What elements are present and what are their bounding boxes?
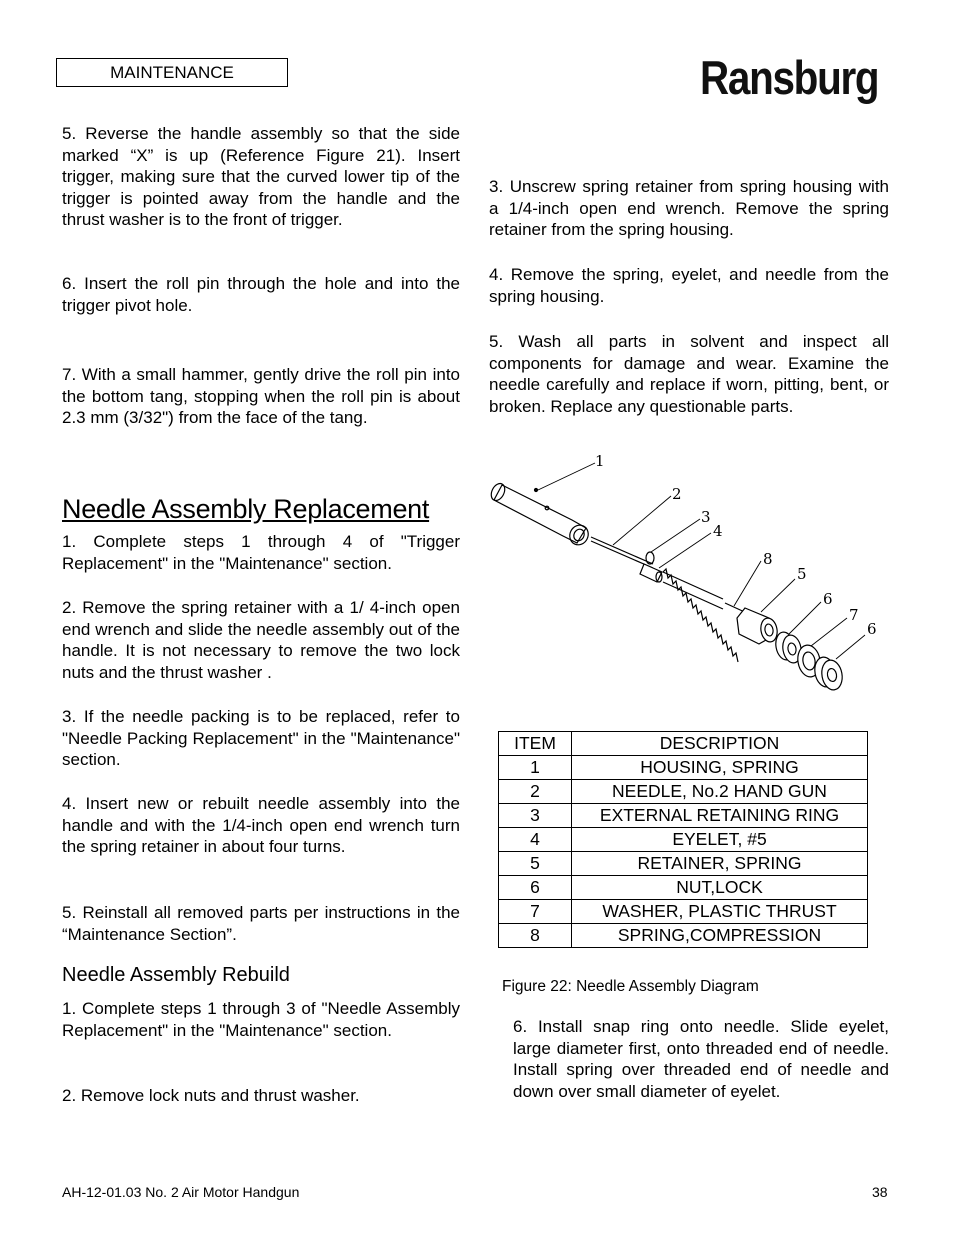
rebuild-step-1: 1. Complete steps 1 through 3 of "Needle Assembly Replacement" in the "Maintenance" section. [62, 999, 460, 1040]
callout-leaders [538, 463, 865, 659]
replacement-step-2: 2. Remove the spring retainer with a 1/ 4-inch open end wrench and slide the needle assembly out of the handle. It is not necessary to remove the two lock nuts and the thrust washer . [62, 598, 460, 682]
column-header-item: ITEM [499, 732, 572, 756]
item-cell: 2 [499, 780, 572, 804]
table-row [499, 924, 868, 948]
step-6-text: 6. Insert the roll pin through the hole and into the trigger pivot hole. [62, 274, 460, 315]
description-cell: EYELET, #5 [572, 828, 868, 852]
item-cell: 1 [499, 756, 572, 780]
replacement-step-3: 3. If the needle packing is to be replaced, refer to "Needle Packing Replacement" in the "Maintenance" section. [62, 707, 460, 769]
table-row [499, 756, 868, 780]
replacement-step-5: 5. Reinstall all removed parts per instructions in the “Maintenance Section”. [62, 903, 460, 944]
callout-label: 2 [672, 485, 682, 503]
callout-label: 7 [849, 606, 859, 624]
brand-logo: Ransburg [700, 51, 879, 104]
step-7-text: 7. With a small hammer, gently drive the roll pin into the bottom tang, stopping when the roll pin is about 2.3 mm (3/32") from the face of the tang. [62, 365, 460, 427]
item-cell: 7 [499, 900, 572, 924]
spring-housing-part [489, 481, 592, 548]
footer-document-id: AH-12-01.03 No. 2 Air Motor Handgun [62, 1184, 300, 1200]
table-header-row [499, 732, 868, 756]
column-header-description: DESCRIPTION [572, 732, 868, 756]
section-label: MAINTENANCE [56, 58, 288, 87]
eyelet-part [640, 564, 662, 582]
spring-retainer-part [737, 608, 779, 644]
item-cell: 5 [499, 852, 572, 876]
rebuild-step-5: 5. Wash all parts in solvent and inspect all components for damage and wear. Examine the needle carefully and replace if worn, pitting, bent, or broken. Replace any questionable parts. [489, 332, 889, 416]
description-cell: NEEDLE, No.2 HAND GUN [572, 780, 868, 804]
compression-spring-part [663, 569, 738, 662]
callout-label: 3 [701, 508, 711, 526]
table-row [499, 852, 868, 876]
figure-caption: Figure 22: Needle Assembly Diagram [502, 978, 759, 995]
item-cell: 8 [499, 924, 572, 948]
description-cell: RETAINER, SPRING [572, 852, 868, 876]
rebuild-step-6: 6. Install snap ring onto needle. Slide eyelet, large diameter first, onto threaded end of needle. Install spring over threaded end of needle and down over small diameter of eyelet. [513, 1017, 889, 1101]
item-cell: 4 [499, 828, 572, 852]
callout-label: 4 [713, 522, 723, 540]
rebuild-step-3: 3. Unscrew spring retainer from spring housing with a 1/4-inch open end wrench. Remove the spring retainer from the spring housing. [489, 177, 889, 239]
description-cell: NUT,LOCK [572, 876, 868, 900]
page-number: 38 [872, 1184, 888, 1200]
callout-label: 5 [797, 565, 807, 583]
item-cell: 3 [499, 804, 572, 828]
table-row [499, 900, 868, 924]
table-row [499, 780, 868, 804]
callout-label: 6 [867, 620, 877, 638]
callout-label: 1 [595, 452, 605, 470]
subsection-heading: Needle Assembly Rebuild [62, 964, 290, 986]
table-row [499, 828, 868, 852]
description-cell: SPRING,COMPRESSION [572, 924, 868, 948]
needle-assembly-diagram [487, 448, 887, 708]
section-heading: Needle Assembly Replacement [62, 494, 430, 524]
rebuild-step-4: 4. Remove the spring, eyelet, and needle from the spring housing. [489, 265, 889, 306]
callout-label: 8 [763, 550, 773, 568]
description-cell: WASHER, PLASTIC THRUST [572, 900, 868, 924]
lock-nut-part-2 [813, 655, 845, 691]
item-cell: 6 [499, 876, 572, 900]
step-5-text: 5. Reverse the handle assembly so that the side marked “X” is up (Reference Figure 21). Insert trigger, making sure that the curved lower tip of the trigger is pointed away from the handle and the thrust washer is to the front of trigger. [62, 124, 460, 229]
table-row [499, 804, 868, 828]
description-cell: HOUSING, SPRING [572, 756, 868, 780]
replacement-step-4: 4. Insert new or rebuilt needle assembly into the handle and with the 1/4-inch open end wrench turn the spring retainer in about four turns. [62, 794, 460, 856]
parts-table [498, 731, 868, 948]
table-row [499, 876, 868, 900]
callout-label: 6 [823, 590, 833, 608]
description-cell: EXTERNAL RETAINING RING [572, 804, 868, 828]
rebuild-step-2: 2. Remove lock nuts and thrust washer. [62, 1086, 360, 1105]
replacement-step-1: 1. Complete steps 1 through 4 of "Trigger Replacement" in the "Maintenance" section. [62, 532, 460, 573]
